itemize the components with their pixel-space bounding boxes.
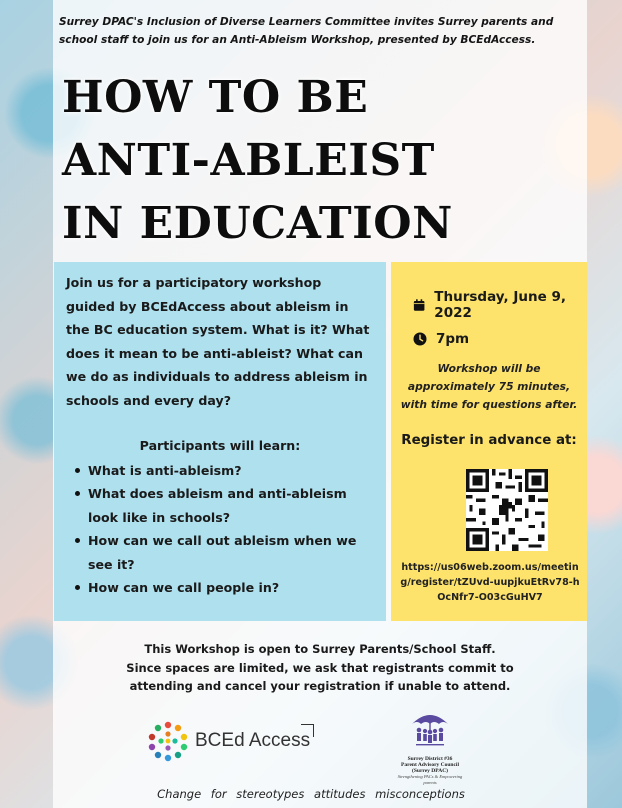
tagline: Change for stereotypes attitudes misconceptions [157,787,465,801]
intro-text: Surrey DPAC's Inclusion of Diverse Learners Committee invites Surrey parents and school staff to join us for an Anti-Ableism Workshop, presented by BCEdAccess. [59,16,554,46]
umbrella-family-icon [408,708,452,752]
event-time: 7pm [436,331,470,347]
bcedaccess-name [195,730,310,752]
dpac-line-3: Strengthening PACs & Empowering parents [397,774,463,785]
event-box [391,262,587,621]
qr-code[interactable] [466,469,548,551]
people-circle-icon [147,720,189,762]
register-url[interactable]: https://us06web.zoom.us/meeting/register/tZUvd-uupjkuEtRv78-hOcNfr7-O03cGuHV7 [400,562,580,603]
bcedaccess-label: BCEd Access [195,730,311,751]
learn-item: How can we call people in? [88,576,374,600]
dpac-line-2: Parent Advisory Council (Surrey DPAC) [401,762,459,774]
event-time-row [413,331,469,347]
title-line-1: HOW TO BE [62,72,369,123]
title-line-2: ANTI-ABLEIST [62,135,435,186]
learn-item: How can we call out ableism when we see it? [88,529,374,576]
event-date: Thursday, June 9, 2022 [434,289,566,321]
calendar-icon [413,298,425,312]
logo-bracket [301,724,314,737]
clock-icon [413,332,427,346]
surrey-dpac-logo [393,708,467,786]
learn-heading: Participants will learn: [139,438,301,453]
learn-list [66,459,374,600]
description-text: Join us for a participatory workshop guided by BCEdAccess about ableism in the BC education system. What is it? What does it mean to be anti-ableist? What can we do as individuals to address ableism in schools and every day? [66,275,370,408]
footer-line: Since spaces are limited, we ask that registrants commit to [126,660,514,675]
learn-item: What is anti-ableism? [88,459,374,483]
description-box [54,262,386,621]
dpac-line-1: Surrey District #36 [407,756,453,762]
duration-text: Workshop will be approximately 75 minutes, with time for questions after. [400,362,578,411]
footer-note [80,640,560,696]
register-heading: Register in advance at: [401,433,577,448]
bcedaccess-logo [147,720,310,762]
footer-line: This Workshop is open to Surrey Parents/School Staff. [144,642,496,656]
poster-title [62,66,582,255]
learn-item: What does ableism and anti-ableism look like in schools? [88,482,374,529]
title-line-3: IN EDUCATION [62,198,453,249]
event-date-row [413,289,587,321]
footer-line: attending and cancel your registration if unable to attend. [129,679,511,693]
